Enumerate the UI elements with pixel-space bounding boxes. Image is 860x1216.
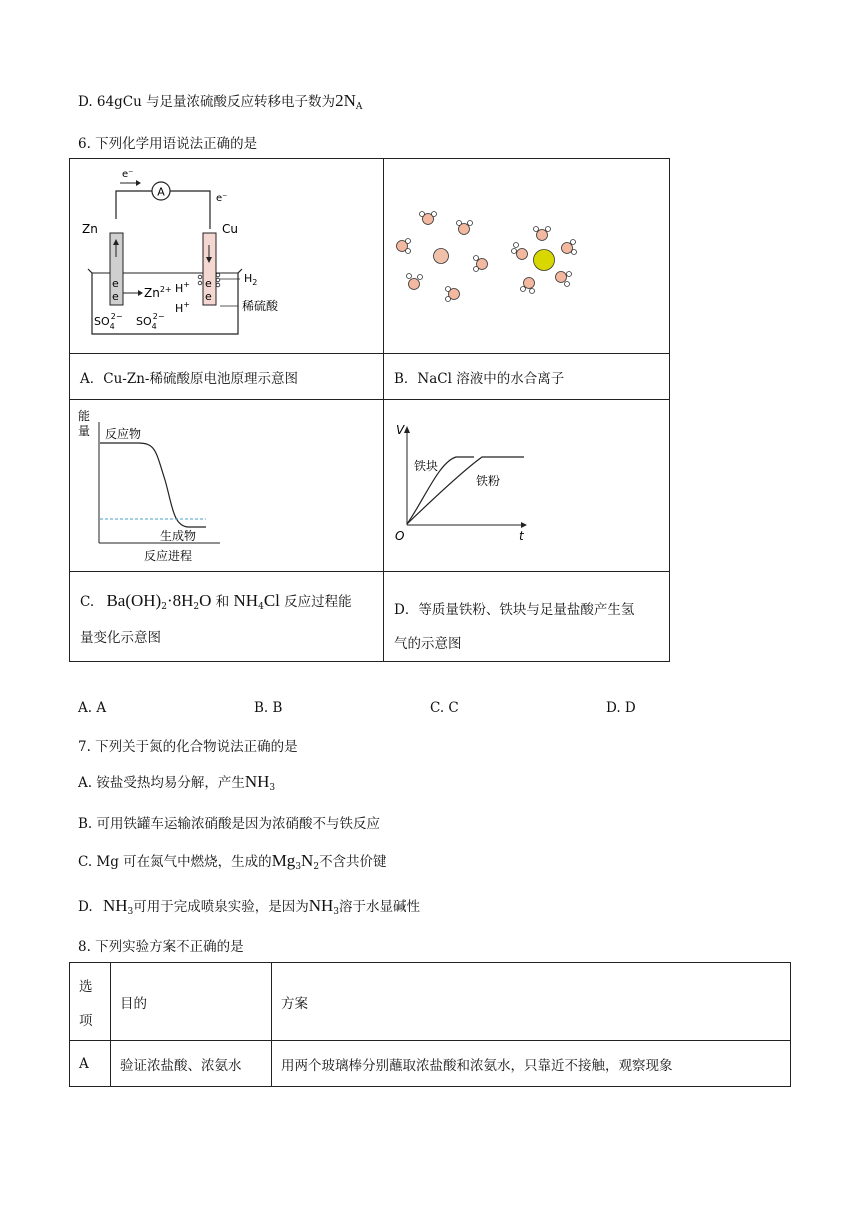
caption-a: A．Cu-Zn-稀硫酸原电池原理示意图 [70,354,384,400]
svg-text:H+: H+ [175,280,190,295]
electron-label-2: e⁻ [216,193,228,204]
energy-curve [100,443,206,527]
row-a-purpose: 验证浓盐酸、浓氨水 [111,1041,272,1087]
q7-option-b[interactable]: B. 可用铁罐车运输浓硝酸是因为浓硝酸不与铁反应 [78,816,381,832]
hydrated-ions-diagram [384,159,669,349]
q7-option-d[interactable]: D. $NH_3$可用于完成喷泉实验，是因为$NH_3$溶于水显碱性 [78,896,421,917]
water-molecule [562,243,573,254]
svg-text:O: O [395,529,405,543]
svg-text:e: e [205,277,212,290]
x-axis-label: 反应进程 [144,549,193,563]
powder-label: 铁粉 [476,474,501,488]
zn-ion-label: $Zn^{2+}$ [144,285,172,300]
fig-b-cell [384,159,670,354]
header-option: 选 项 [70,963,111,1041]
cu-label: Cu [222,222,238,236]
h2-label: $H_2$ [244,272,258,287]
fig-a-cell [70,159,384,354]
header-plan: 方案 [272,963,791,1041]
caption-d: D．等质量铁粉、铁块与足量盐酸产生氢 气的示意图 [384,572,670,662]
product-label: 生成物 [160,529,197,543]
block-label: 铁块 [414,459,439,473]
q5-option-d [78,90,362,112]
caption-b: B．NaCl 溶液中的水合离子 [384,354,670,400]
table-row [70,1041,791,1087]
svg-text:能: 能 [78,409,91,423]
q7-stem: 7. 下列关于氮的化合物说法正确的是 [78,739,298,755]
q5-d-math: 2N [335,91,356,110]
sodium-ion [434,249,449,264]
sulfate-ion-2: $SO_42-$ [136,312,165,331]
row-a-plan: 用两个玻璃棒分别蘸取浓盐酸和浓氨水，只靠近不接触，观察现象 [272,1041,791,1087]
q8-stem: 8. 下列实验方案不正确的是 [78,939,244,955]
q6-option-c[interactable]: C. C [430,700,459,716]
water-molecule [556,272,567,283]
q8-table [69,962,791,1087]
caption-c: C. $Ba(OH)_2\cdot 8H_2O$ 和 $NH_4Cl$ 反应过程能 量变化示意图 [70,572,384,662]
reactant-label: 反应物 [105,427,142,441]
water-molecule [524,278,535,289]
q6-stem: 6. 下列化学用语说法正确的是 [78,136,258,152]
q6-figure-table [69,158,670,662]
water-molecule [537,230,548,241]
svg-text:e: e [205,290,212,303]
water-molecule [517,249,528,260]
sulfate-ion-1: $SO_42-$ [94,312,123,331]
q7-option-a[interactable]: A. 铵盐受热均易分解，产生$NH_3$ [78,772,276,793]
fig-d-cell [384,400,670,572]
galvanic-cell-diagram [70,159,383,349]
zn-label: Zn [82,222,98,236]
hydrogen-volume-chart [384,400,669,567]
q6-option-b[interactable]: B. B [254,700,283,716]
fig-c-cell [70,400,384,572]
svg-text:量: 量 [78,424,91,438]
svg-text:t: t [519,529,524,543]
q7-option-c[interactable]: C. Mg 可在氮气中燃烧，生成的$Mg_3N_2$不含共价键 [78,851,387,872]
q6-option-d[interactable]: D. D [606,700,636,716]
svg-text:H+: H+ [175,300,190,315]
energy-diagram [70,400,383,567]
electron-label-1: e⁻ [122,169,134,180]
table-header-row [70,963,791,1041]
q6-option-a[interactable]: A. A [78,700,107,716]
svg-text:A: A [157,185,165,199]
q5-d-sub: A [355,102,363,112]
svg-text:e: e [112,277,119,290]
svg-text:V: V [396,423,405,437]
chloride-ion [534,250,555,271]
q5-d-text: D. 64gCu 与足量浓硫酸反应转移电子数为 [78,94,336,110]
svg-text:e: e [112,290,119,303]
row-a-option: A [70,1041,111,1087]
header-purpose: 目的 [111,963,272,1041]
dilute-acid-label: 稀硫酸 [242,299,279,313]
water-molecule [409,279,420,290]
